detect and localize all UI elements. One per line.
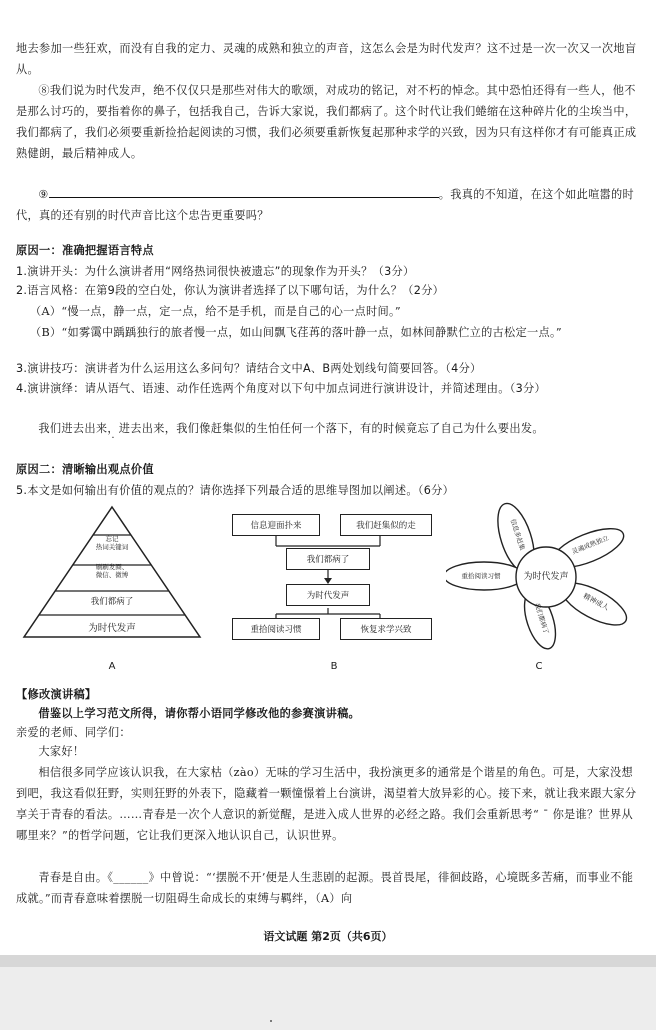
flower-petal-1: 信息多赶集 <box>508 517 527 552</box>
section2-heading: 原因二：清晰输出观点价值 <box>16 463 154 476</box>
speech-greeting: 亲爱的老师、同学们： <box>16 726 131 739</box>
scanner-strip <box>0 955 656 967</box>
paragraph-9 <box>16 184 642 226</box>
question-4: 4.演讲演绎：请从语气、语速、动作任选两个角度对以下句中加点词进行演讲设计，并简述理由。（3分） <box>16 382 547 395</box>
pyramid-level-2: 刷刷发圈、 微信、微博 <box>95 563 129 579</box>
flow-box-rush: 我们赶集似的走 <box>340 514 432 536</box>
speck <box>270 1020 272 1022</box>
mindmap-a[interactable] <box>22 505 202 675</box>
paragraph-7-end: 地去参加一些狂欢，而没有自我的定力、灵魂的成熟和独立的声音，这怎么会是为时代发声？这不过是一次一次又一次地盲从。 <box>16 42 637 76</box>
question-4-sentence <box>16 418 642 439</box>
mindmap-c-label: C <box>535 661 543 672</box>
dotted-words: 我们进去出来，进去出来 . <box>38 422 164 435</box>
fill-blank-9[interactable] <box>49 185 439 198</box>
paragraph-9-number: ⑨ <box>38 188 49 201</box>
mindmap-c[interactable] <box>446 500 632 675</box>
flower-petal-4: 我们都病了 <box>532 601 551 636</box>
flower-petal-3: 精神成人 <box>581 591 611 613</box>
flower-petal-2: 灵魂成熟独立 <box>570 533 610 556</box>
question-3: 3.演讲技巧：演讲者为什么运用这么多问句？请结合文中A、B两处划线句简要回答。（4分） <box>16 362 482 375</box>
paragraph-8: ⑧我们说为时代发声，绝不仅仅只是那些对伟大的歌颂，对成功的铭记，对不朽的悼念。其中恐怕还得有一些人，他不是那么讨巧的，要指着你的鼻子，包括我自己，告诉大家说，我们都病了。这个时代让我们蜷缩在这种碎片化的尘埃当中，我们都病了，我们必须要重新捡拾起阅读的习惯，我们必须要重新恢复起那种求学的兴致，因为只有这样你才有可能真正成熟健朗，最后精神成人。 <box>16 84 637 160</box>
pyramid-level-1: 忘记 热词关键词 <box>95 535 129 551</box>
speech-paragraph-2: 青春是自由。《______》中曾说：“‘摆脱不开’便是人生悲剧的起源。畏首畏尾，徘徊歧路，心境既多苦痛，而事业不能成就。”而青春意味着摆脱一切阻碍生命成长的束缚与羁绊，（A）向 <box>16 871 634 905</box>
mindmap-b[interactable] <box>228 512 440 675</box>
speech-paragraph-1: 相信很多同学应该认识我，在大家枯（zào）无味的学习生活中，我扮演更多的通常是个谐星的角色。可是，大家没想到吧，我这看似狂野，实则狂野的外表下，隐藏着一颗憧憬着上台演讲，渴望着大放异彩的心。接下来，就让我来跟大家分享关于青春的看法。……青春是一次个人意识的新觉醒，是进入成人世界的必经之路。我们会重新思考“ ˉ 你是谁？世界从哪里来？”的哲学问题，它让我们更深入地认识自己，认识世界。 <box>16 766 637 842</box>
question-4-sentence-rest: ，我们像赶集似的生怕任何一个落下，有的时候竟忘了自己为什么要出发。 <box>164 422 544 435</box>
flow-box-info: 信息迎面扑来 <box>232 514 320 536</box>
flow-box-study: 恢复求学兴致 <box>340 618 432 640</box>
revise-intro: 借鉴以上学习范文所得，请你帮小语同学修改他的参赛演讲稿。 <box>38 707 361 720</box>
flower-center: 为时代发声 <box>523 572 569 582</box>
section1-heading: 原因一：准确把握语言特点 <box>16 244 154 257</box>
flow-box-voice: 为时代发声 <box>286 584 370 606</box>
question-1: 1.演讲开头：为什么演讲者用“网络热词很快被遗忘”的现象作为开头？（3分） <box>16 265 415 278</box>
revise-heading: 【修改演讲稿】 <box>16 688 97 701</box>
pyramid-level-3: 我们都病了 <box>90 597 134 607</box>
question-2: 2.语言风格：在第9段的空白处，你认为演讲者选择了以下哪句话，为什么？（2分） <box>16 284 445 297</box>
pyramid-level-4: 为时代发声 <box>88 623 136 634</box>
speech-hello: 大家好！ <box>38 745 85 758</box>
flow-box-ill: 我们都病了 <box>286 548 370 570</box>
mindmap-a-label: A <box>108 661 116 672</box>
flow-box-reading: 重拾阅读习惯 <box>232 618 320 640</box>
scanner-margin <box>0 955 656 1030</box>
page-footer: 语文试题 第2页（共6页） <box>263 930 393 943</box>
paragraph-9-text: 。我真的不知道，在这个如此喧嚣的时代，真的还有别的时代声音比这个忠告更重要吗？ <box>16 188 635 222</box>
question-2-option-b: （B）“如雾霭中踽踽独行的旅者慢一点，如山间飘飞荏苒的落叶静一点，如林间静默伫立的古松定一点。” <box>30 326 562 339</box>
question-5: 5.本文是如何输出有价值的观点的？请你选择下列最合适的思维导图加以阐述。（6分） <box>16 484 455 497</box>
flower-petal-5: 重拾阅读习惯 <box>461 572 501 580</box>
question-2-option-a: （A）“慢一点，静一点，定一点，给不是手机，而是自己的心一点时间。” <box>30 305 401 318</box>
mindmap-b-label: B <box>330 661 338 672</box>
